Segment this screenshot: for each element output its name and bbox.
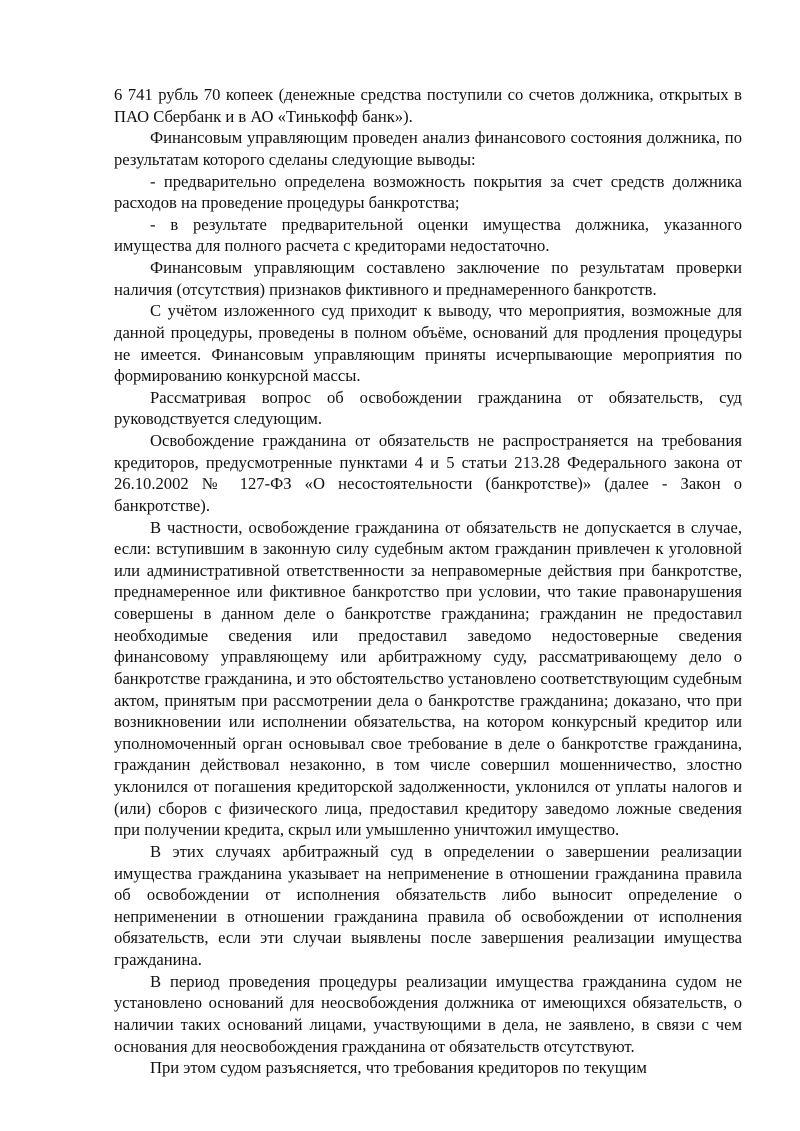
paragraph-court-ruling-cases: В этих случаях арбитражный суд в определении о завершении реализации имущества гражданина указывает на неприменение в отношении гражданина правила об освобождении от исполнения обязательств либо выносит определение о неприменении в отношении гражданина правила об освобождении от исполнения обязательств, если эти случаи выявлены после завершения реализации имущества гражданина. [114, 841, 742, 969]
paragraph-bankruptcy-check: Финансовым управляющим составлено заключение по результатам проверки наличия (отсутствия) признаков фиктивного и преднамеренного банкротств. [114, 258, 742, 299]
paragraph-current-claims: При этом судом разъясняется, что требования кредиторов по текущим [150, 1058, 647, 1078]
paragraph-no-grounds: В период проведения процедуры реализации имущества гражданина судом не установлено оснований для неосвобождения должника от имеющихся обязательств, о наличии таких оснований лицами, участвующими в дела, не заявлено, в связи с чем основания для неосвобождения гражданина от обязательств отсутствуют. [114, 971, 742, 1056]
paragraph-funds-received: 6 741 рубль 70 копеек (денежные средства поступили со счетов должника, открытых в ПАО Сбербанк и в АО «Тинькофф банк»). [114, 85, 742, 126]
paragraph-court-conclusion: С учётом изложенного суд приходит к выводу, что мероприятия, возможные для данной процедуры, проведены в полном объёме, оснований для продления процедуры не имеется. Финансовым управляющим приняты исчерпывающие мероприятия по формированию конкурсной массы. [114, 301, 742, 386]
paragraph-financial-analysis: Финансовым управляющим проведен анализ финансового состояния должника, по результатам которого сделаны следующие выводы: [114, 128, 742, 169]
document-page [114, 84, 742, 1079]
paragraph-conclusion-coverage: - предварительно определена возможность покрытия за счет средств должника расходов на проведение процедуры банкротства; [114, 171, 742, 213]
paragraph-conclusion-insufficient: - в результате предварительной оценки имущества должника, указанного имущества для полного расчета с кредиторами недостаточно. [114, 214, 742, 256]
paragraph-release-scope: Освобождение гражданина от обязательств не распространяется на требования кредиторов, предусмотренные пунктами 4 и 5 статьи 213.28 Федерального закона от 26.10.2002 № 127-ФЗ «О несостоятельности (банкротстве)» (далее - Закон о банкротстве). [114, 431, 742, 515]
paragraph-release-exceptions: В частности, освобождение гражданина от обязательств не допускается в случае, если: вступившим в законную силу судебным актом гражданин привлечен к уголовной или административной ответственности за неправомерные действия при банкротстве, преднамеренное или фиктивное банкротство при условии, что такие правонарушения совершены в данном деле о банкротстве гражданина; гражданин не предоставил необходимые сведения или предоставил заведомо недостоверные сведения финансовому управляющему или арбитражному суду, рассматривающему дело о банкротстве гражданина, и это обстоятельство установлено соответствующим судебным актом, принятым при рассмотрении дела о банкротстве гражданина; доказано, что при возникновении или исполнении обязательства, на котором конкурсный кредитор или уполномоченный орган основывал свое требование в деле о банкротстве гражданина, гражданин действовал незаконно, в том числе совершил мошенничество, злостно уклонился от погашения кредиторской задолженности, уклонился от уплаты налогов и (или) сборов с физического лица, предоставил кредитору заведомо ложные сведения при получении кредита, скрыл или умышленно уничтожил имущество. [114, 517, 742, 840]
paragraph-release-question: Рассматривая вопрос об освобождении гражданина от обязательств, суд руководствуется следующим. [114, 387, 742, 429]
